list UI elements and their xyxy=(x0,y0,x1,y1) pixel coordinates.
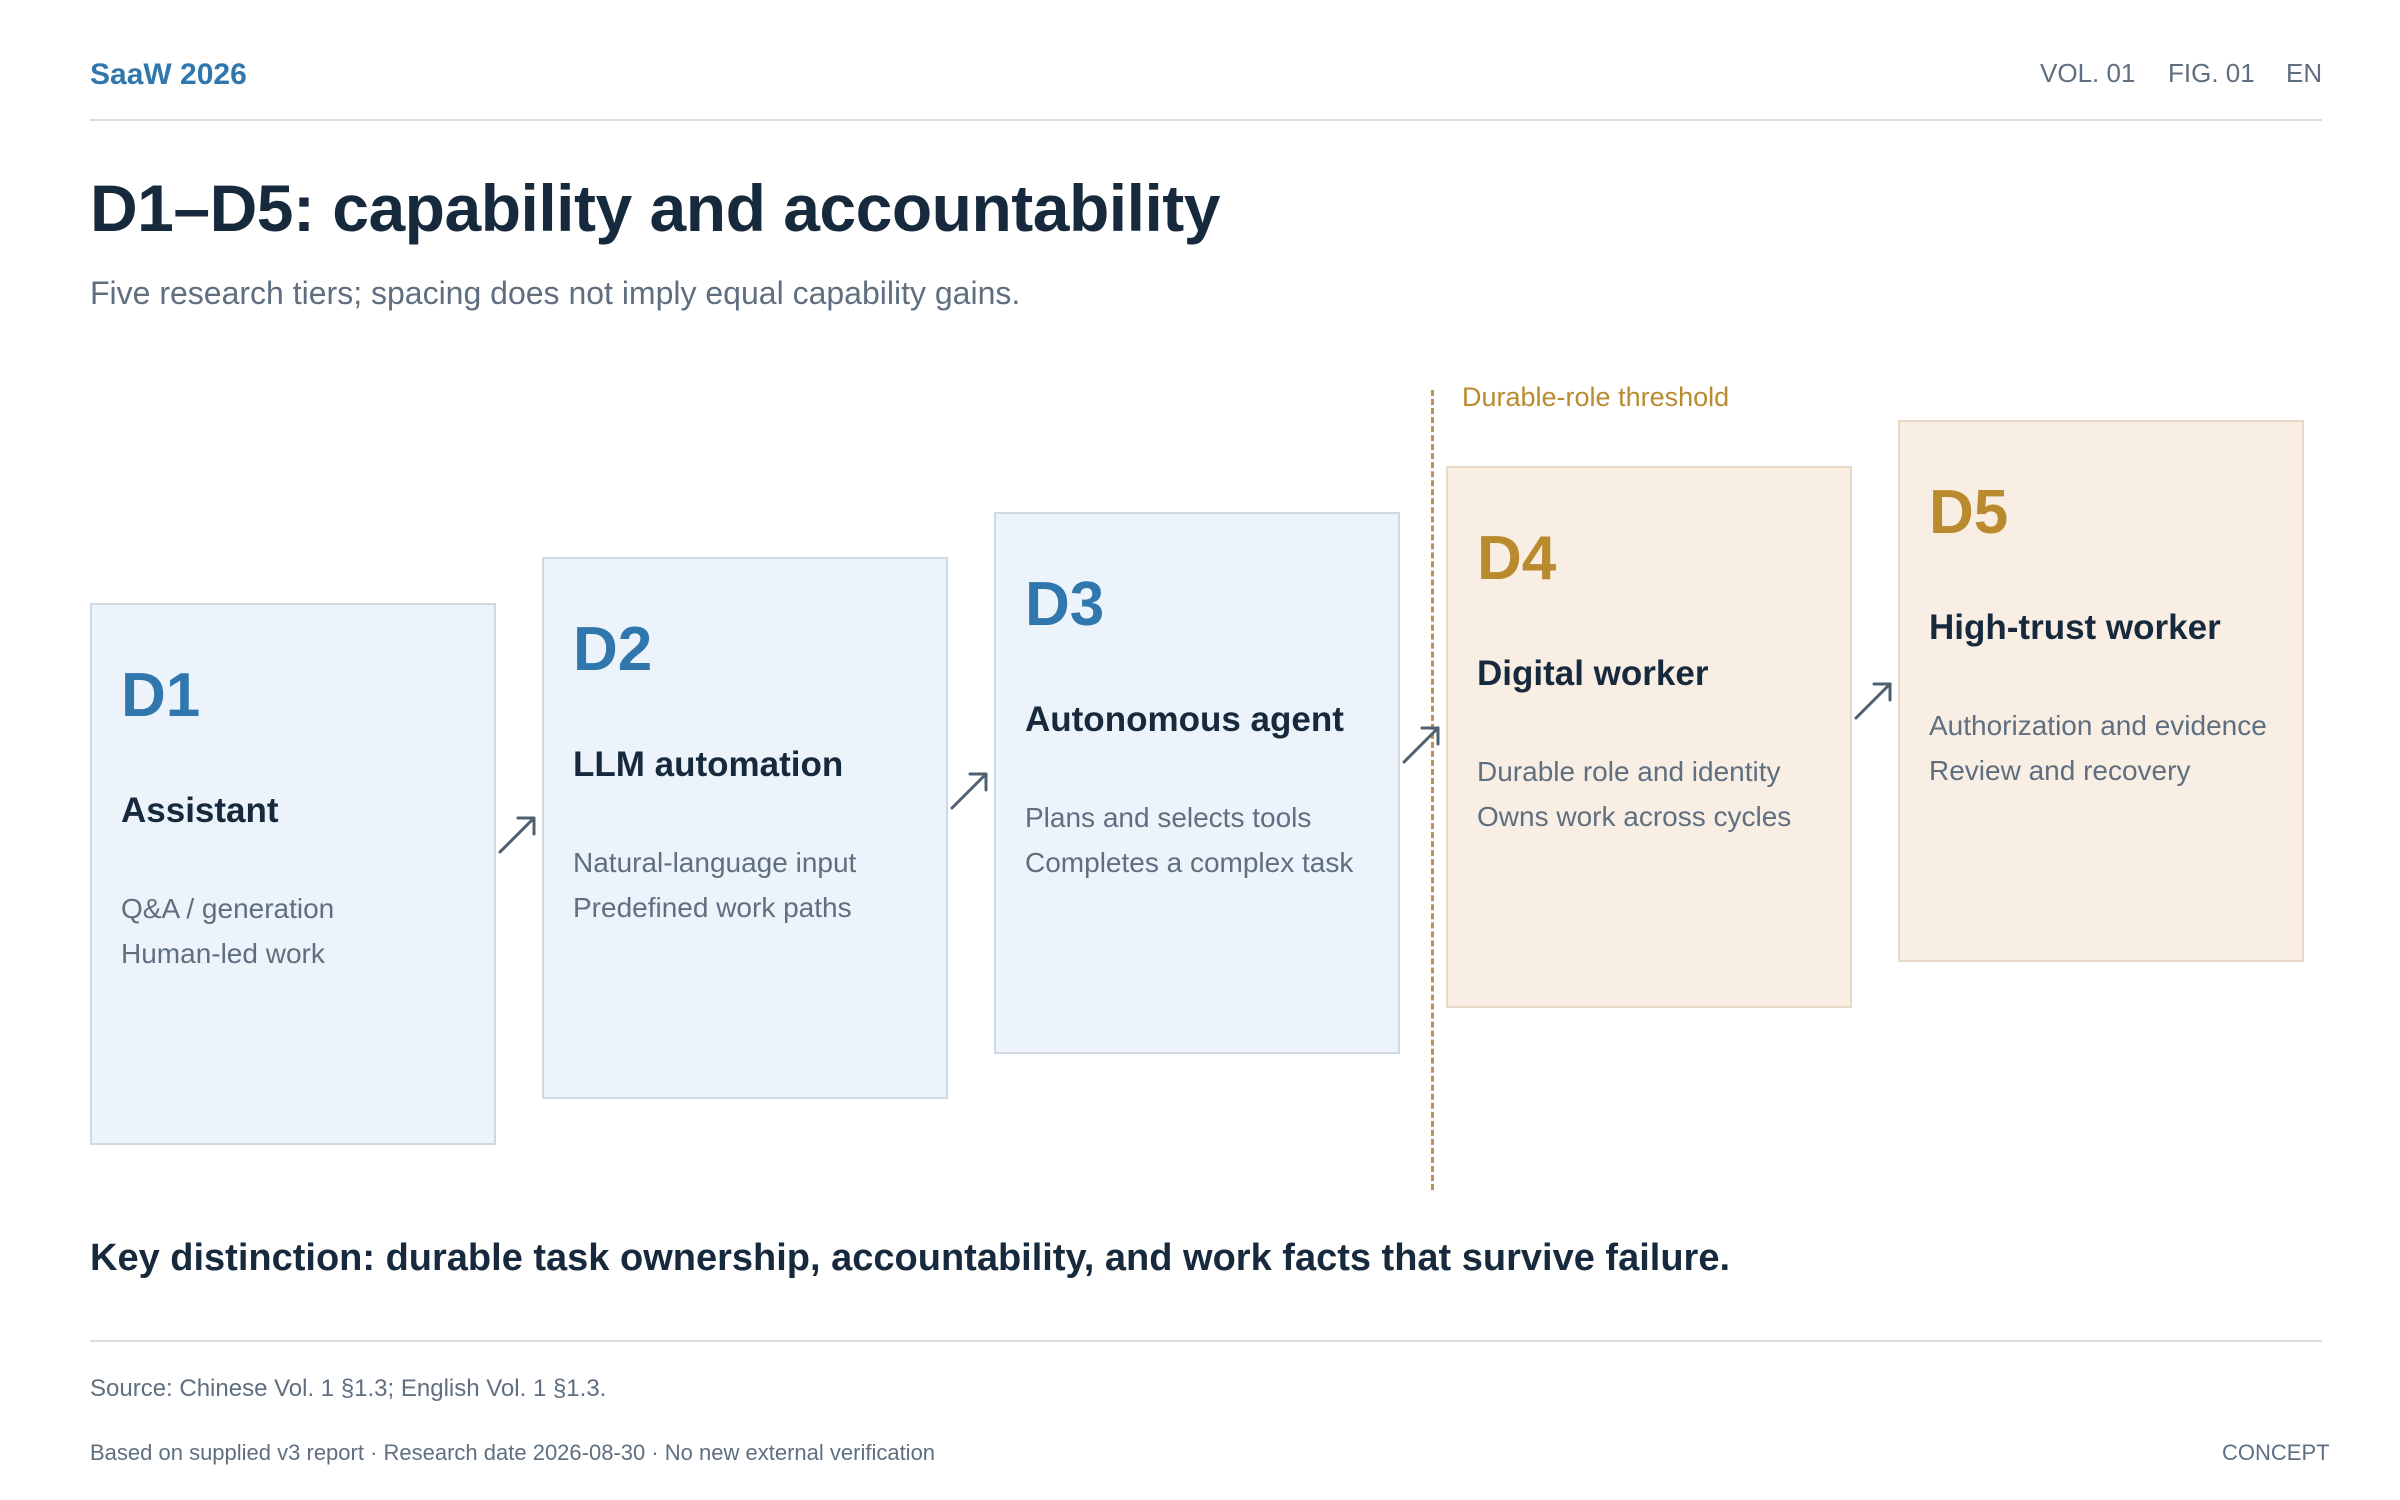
language-label: EN xyxy=(2286,58,2323,88)
brand-title: SaaW 2026 xyxy=(90,58,247,91)
tier-card-d3 xyxy=(994,512,1400,1054)
progression-arrow-icon xyxy=(948,768,992,812)
tier-name: Digital worker xyxy=(1477,654,1709,693)
tier-card-d2 xyxy=(542,557,948,1099)
tier-name: High-trust worker xyxy=(1929,608,2221,647)
figure-label: FIG. 01 xyxy=(2168,58,2255,88)
tier-description-line: Plans and selects tools xyxy=(1025,802,1312,833)
progression-arrow-icon xyxy=(1852,678,1896,722)
progression-arrow-icon xyxy=(496,812,540,856)
tier-card-d1 xyxy=(90,603,496,1145)
page-title: D1–D5: capability and accountability xyxy=(90,171,1220,245)
concept-label: CONCEPT xyxy=(2222,1440,2330,1465)
footer-divider xyxy=(90,1340,2322,1342)
tier-description-line: Authorization and evidence xyxy=(1929,710,2267,741)
tier-description-line: Durable role and identity xyxy=(1477,756,1781,787)
tier-code: D3 xyxy=(1025,570,1105,639)
durable-role-threshold-line xyxy=(1431,390,1434,1190)
tier-description-line: Review and recovery xyxy=(1929,755,2191,786)
tier-name: Assistant xyxy=(121,791,279,830)
tier-code: D1 xyxy=(121,661,201,730)
basis-note: Based on supplied v3 report · Research date 2026-08-30 · No new external verification xyxy=(90,1440,936,1465)
page-subtitle: Five research tiers; spacing does not imply equal capability gains. xyxy=(90,275,1021,311)
tier-code: D2 xyxy=(573,615,653,684)
tier-name: Autonomous agent xyxy=(1025,700,1344,739)
header-divider xyxy=(90,119,2322,121)
tier-description-line: Natural-language input xyxy=(573,847,857,878)
tier-description-line: Completes a complex task xyxy=(1025,847,1354,878)
tier-card-d5 xyxy=(1898,420,2304,962)
tier-code: D4 xyxy=(1477,524,1557,593)
durable-role-threshold-label: Durable-role threshold xyxy=(1462,382,1730,412)
volume-label: VOL. 01 xyxy=(2040,58,2136,88)
source-note: Source: Chinese Vol. 1 §1.3; English Vol. 1 §1.3. xyxy=(90,1375,607,1402)
tier-code: D5 xyxy=(1929,478,2009,547)
tier-description-line: Predefined work paths xyxy=(573,892,852,923)
tier-name: LLM automation xyxy=(573,745,844,784)
tier-description-line: Owns work across cycles xyxy=(1477,801,1792,832)
tier-description-line: Human-led work xyxy=(121,938,325,969)
tier-description-line: Q&A / generation xyxy=(121,893,335,924)
key-distinction: Key distinction: durable task ownership, accountability, and work facts that survive failure. xyxy=(90,1237,1731,1279)
tier-card-d4 xyxy=(1446,466,1852,1008)
progression-arrow-icon xyxy=(1400,722,1444,766)
